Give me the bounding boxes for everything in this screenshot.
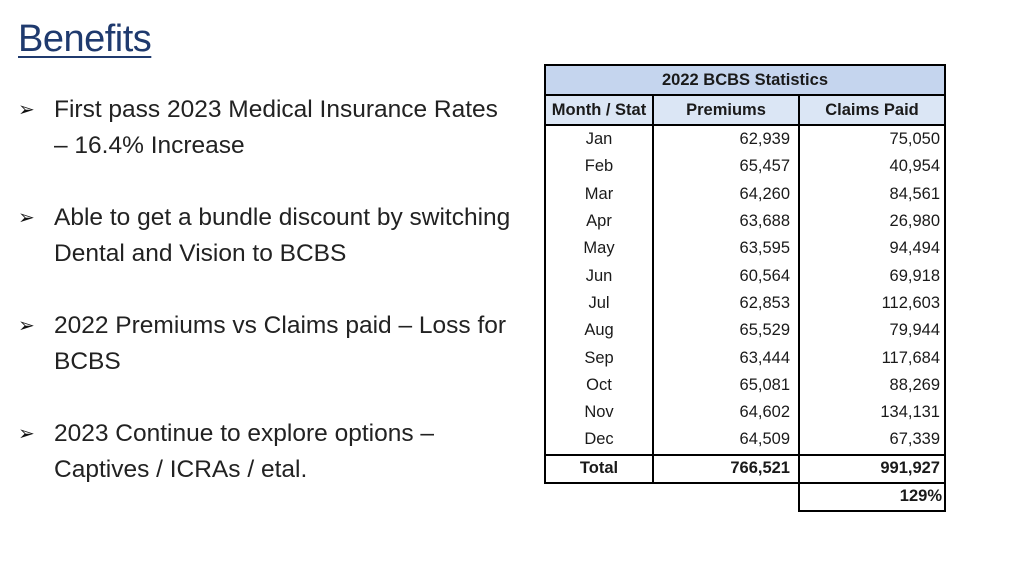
arrow-bullet-icon: ➢ xyxy=(18,423,35,445)
claims-cell: 75,050 xyxy=(799,125,945,153)
bullet-item xyxy=(18,200,518,272)
arrow-bullet-icon: ➢ xyxy=(18,207,35,229)
bullet-text: Able to get a bundle discount by switching Dental and Vision to BCBS xyxy=(54,204,511,267)
table-row xyxy=(545,235,945,262)
claims-cell: 88,269 xyxy=(799,372,945,399)
table-row xyxy=(545,181,945,208)
header-premiums: Premiums xyxy=(653,95,799,125)
table-row xyxy=(545,153,945,180)
premiums-cell: 63,595 xyxy=(653,235,799,262)
table-caption: 2022 BCBS Statistics xyxy=(545,65,945,95)
claims-cell: 40,954 xyxy=(799,153,945,180)
table-row xyxy=(545,208,945,235)
table-row xyxy=(545,317,945,344)
bullet-text: 2023 Continue to explore options – Captives / ICRAs / etal. xyxy=(54,420,435,483)
empty-cell xyxy=(545,483,653,511)
bullet-list xyxy=(18,92,518,524)
month-cell: Feb xyxy=(545,153,653,180)
month-cell: Jun xyxy=(545,262,653,289)
premiums-cell: 65,457 xyxy=(653,153,799,180)
claims-cell: 26,980 xyxy=(799,208,945,235)
month-cell: Apr xyxy=(545,208,653,235)
total-premiums: 766,521 xyxy=(653,455,799,483)
table-row xyxy=(545,125,945,153)
table-row xyxy=(545,426,945,454)
ratio-row xyxy=(545,483,945,511)
claims-cell: 94,494 xyxy=(799,235,945,262)
loss-ratio: 129% xyxy=(799,483,945,511)
premiums-cell: 65,081 xyxy=(653,372,799,399)
premiums-cell: 64,509 xyxy=(653,426,799,454)
month-cell: Mar xyxy=(545,181,653,208)
claims-cell: 84,561 xyxy=(799,181,945,208)
page-title: Benefits xyxy=(18,18,152,60)
premiums-cell: 63,688 xyxy=(653,208,799,235)
bcbs-statistics-table xyxy=(544,64,946,512)
arrow-bullet-icon: ➢ xyxy=(18,315,35,337)
total-label: Total xyxy=(545,455,653,483)
premiums-cell: 62,939 xyxy=(653,125,799,153)
table-row xyxy=(545,399,945,426)
month-cell: May xyxy=(545,235,653,262)
month-cell: Sep xyxy=(545,344,653,371)
claims-cell: 67,339 xyxy=(799,426,945,454)
month-cell: Aug xyxy=(545,317,653,344)
header-claims: Claims Paid xyxy=(799,95,945,125)
claims-cell: 79,944 xyxy=(799,317,945,344)
premiums-cell: 64,602 xyxy=(653,399,799,426)
bullet-item xyxy=(18,92,518,164)
premiums-cell: 64,260 xyxy=(653,181,799,208)
claims-cell: 117,684 xyxy=(799,344,945,371)
month-cell: Nov xyxy=(545,399,653,426)
bullet-item xyxy=(18,308,518,380)
table-row xyxy=(545,344,945,371)
month-cell: Dec xyxy=(545,426,653,454)
table-row xyxy=(545,262,945,289)
total-claims: 991,927 xyxy=(799,455,945,483)
claims-cell: 134,131 xyxy=(799,399,945,426)
table-row xyxy=(545,372,945,399)
bullet-text: 2022 Premiums vs Claims paid – Loss for BCBS xyxy=(54,312,507,375)
month-cell: Oct xyxy=(545,372,653,399)
premiums-cell: 60,564 xyxy=(653,262,799,289)
claims-cell: 112,603 xyxy=(799,290,945,317)
total-row xyxy=(545,455,945,483)
bullet-item xyxy=(18,416,518,488)
premiums-cell: 63,444 xyxy=(653,344,799,371)
premiums-cell: 62,853 xyxy=(653,290,799,317)
claims-cell: 69,918 xyxy=(799,262,945,289)
bullet-text: First pass 2023 Medical Insurance Rates – 16.4% Increase xyxy=(54,96,498,159)
header-month: Month / Stat xyxy=(545,95,653,125)
table-row xyxy=(545,290,945,317)
empty-cell xyxy=(653,483,799,511)
table-header-row xyxy=(545,95,945,125)
month-cell: Jan xyxy=(545,125,653,153)
premiums-cell: 65,529 xyxy=(653,317,799,344)
table-caption-row xyxy=(545,65,945,95)
arrow-bullet-icon: ➢ xyxy=(18,99,35,121)
month-cell: Jul xyxy=(545,290,653,317)
